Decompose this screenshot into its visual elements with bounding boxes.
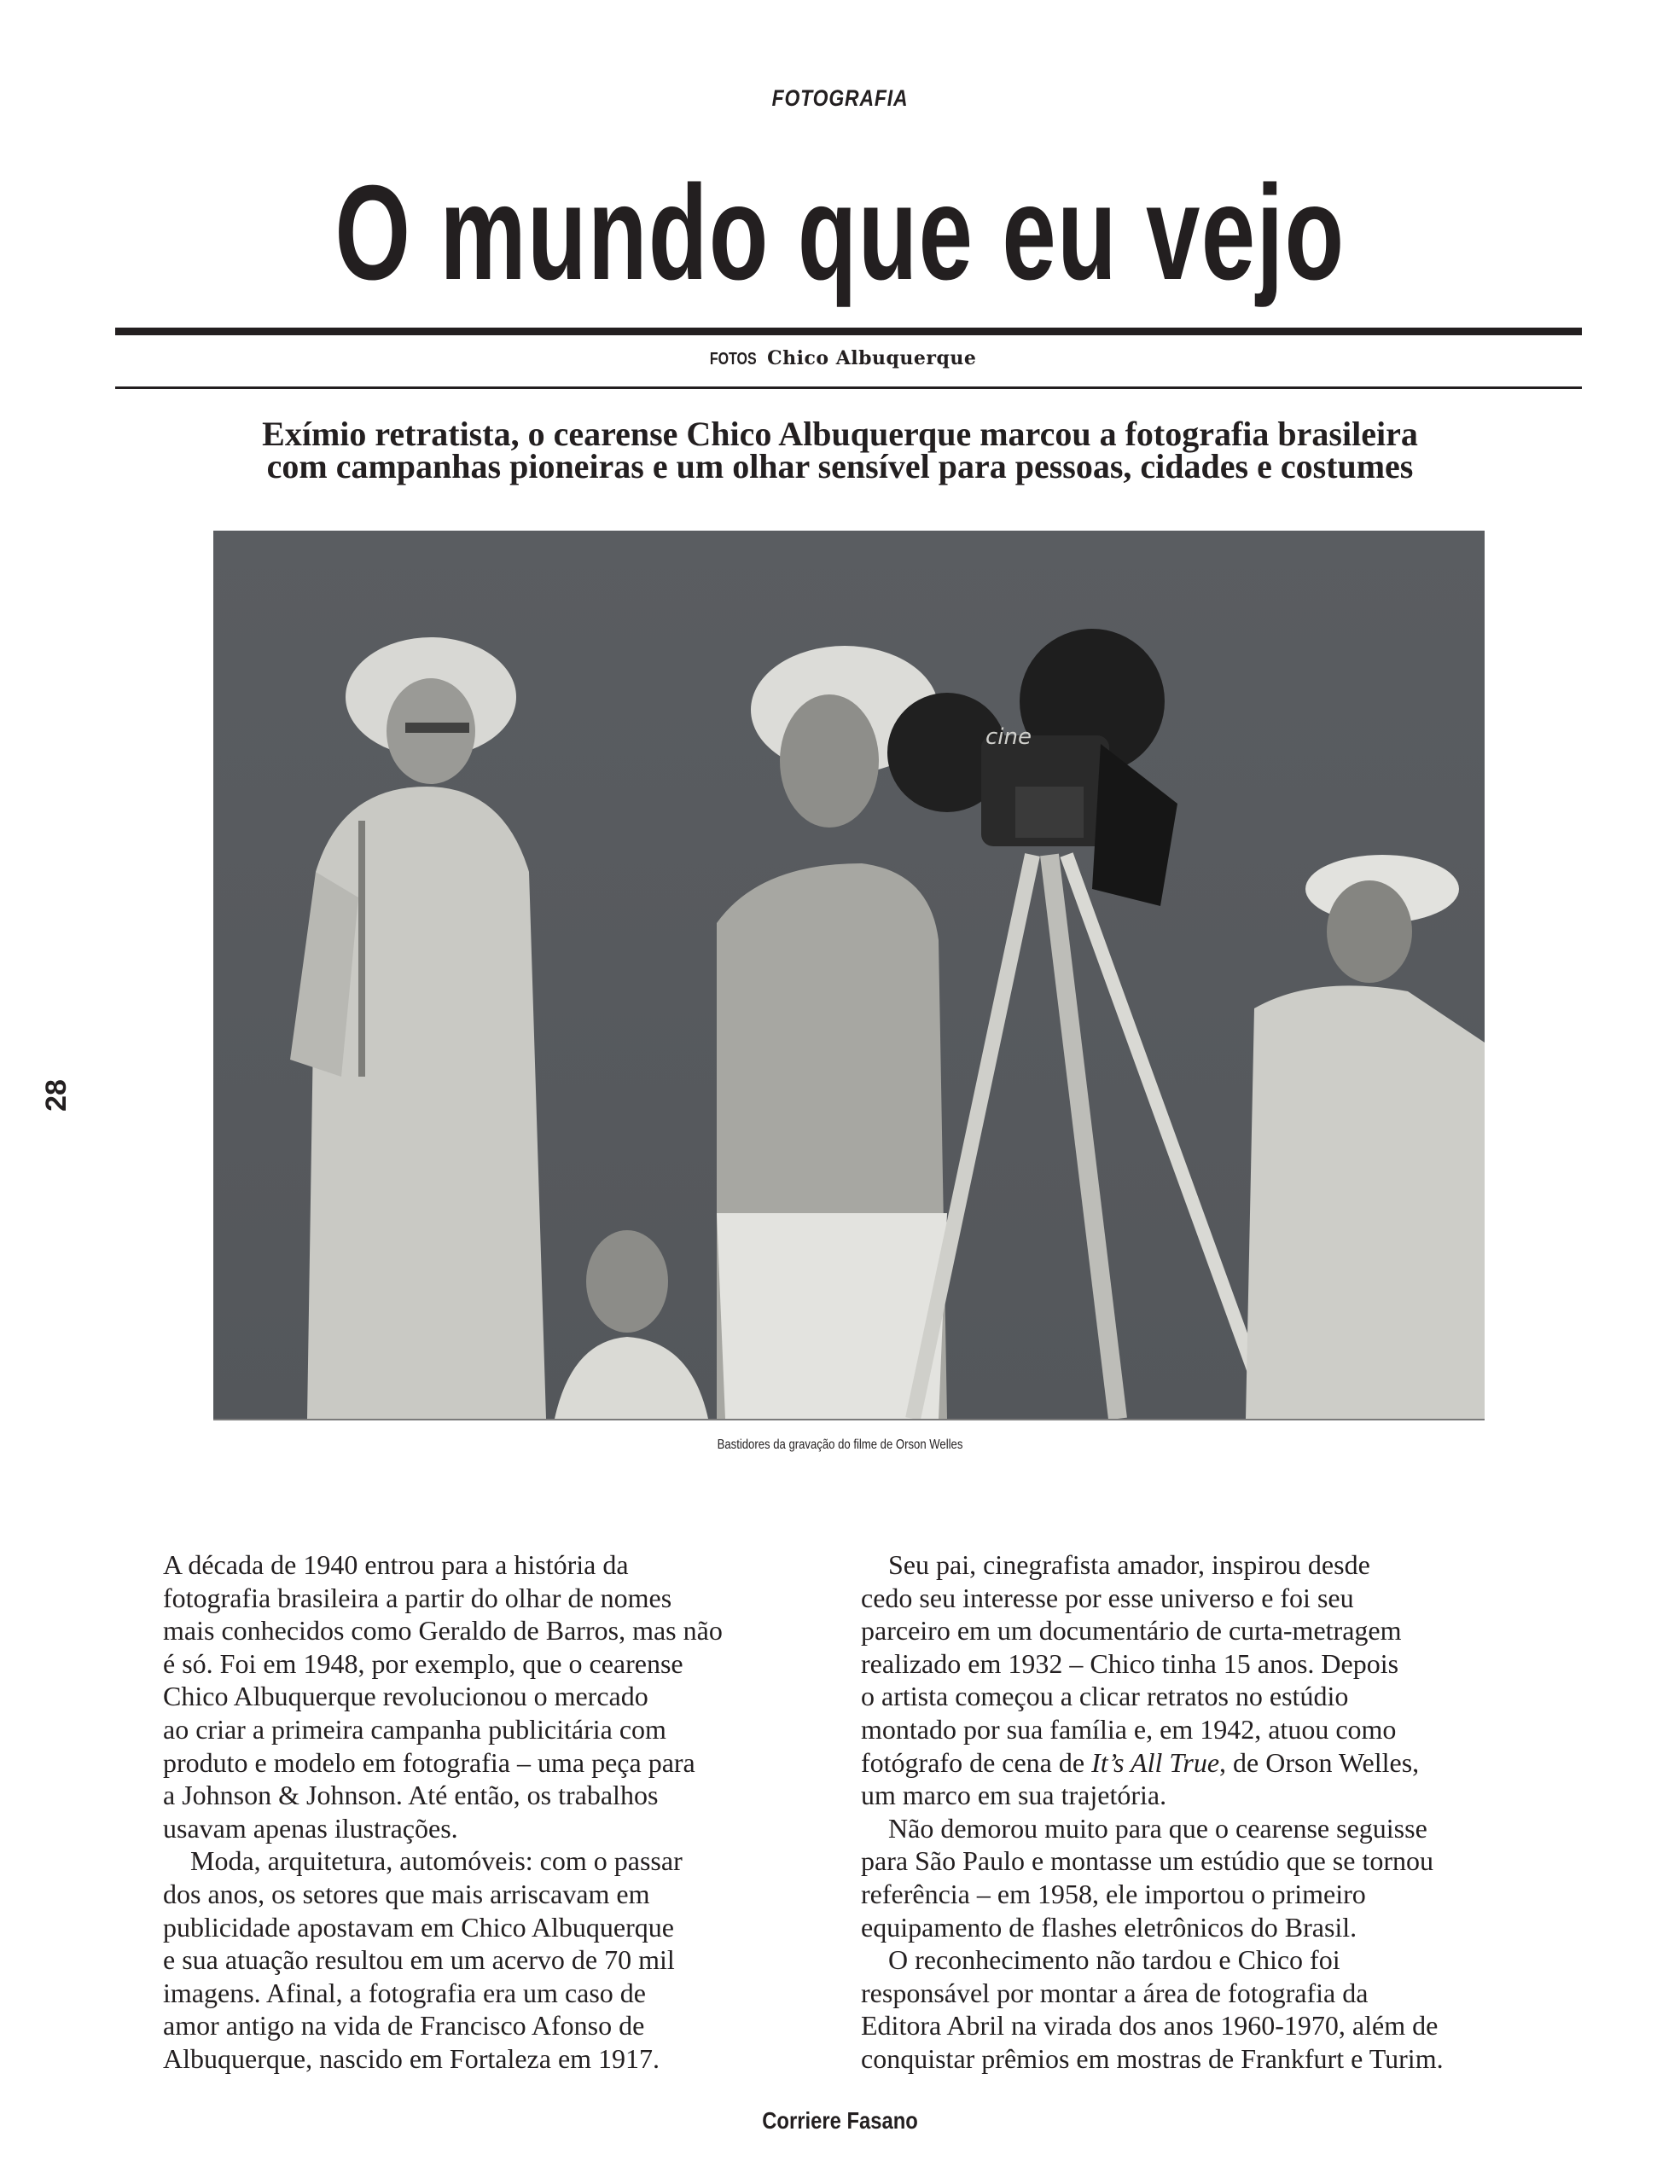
credit-rule-thin — [115, 386, 1582, 389]
body-line: publicidade apostavam em Chico Albuquerque — [163, 1911, 674, 1943]
body-line: dos anos, os setores que mais arriscavam em — [163, 1878, 650, 1909]
body-line: fotografia brasileira a partir do olhar de nomes — [163, 1582, 672, 1613]
body-line: ao criar a primeira campanha publicitária com — [163, 1713, 666, 1745]
body-line: Moda, arquitetura, automóveis: com o passar — [190, 1845, 683, 1877]
body-line: mais conhecidos como Geraldo de Barros, mas não — [163, 1615, 723, 1647]
body-line: imagens. Afinal, a fotografia era um caso de — [163, 1977, 646, 2008]
photo-credit — [0, 345, 1680, 373]
page-title: O mundo que eu vejo — [334, 158, 1346, 308]
body-line: A década de 1940 entrou para a história da — [163, 1549, 629, 1580]
body-line: parceiro em um documentário de curta-metragem — [861, 1615, 1402, 1647]
page-number: 28 — [40, 1079, 73, 1112]
deck-line: com campanhas pioneiras e um olhar sensível para pessoas, cidades e costumes — [266, 447, 1414, 485]
article-column-1 — [163, 1548, 828, 2076]
body-line: equipamento de flashes eletrônicos do Brasil. — [861, 1911, 1357, 1943]
body-line: referência – em 1958, ele importou o primeiro — [861, 1878, 1366, 1909]
body-line: e sua atuação resultou em um acervo de 70 mil — [163, 1944, 675, 1976]
credit-name: Chico Albuquerque — [767, 347, 977, 369]
body-line: conquistar prêmios em mostras de Frankfurt e Turim. — [861, 2042, 1444, 2074]
body-line: Editora Abril na virada dos anos 1960-1970, além de — [861, 2010, 1439, 2042]
body-line: para São Paulo e montasse um estúdio que se tornou — [861, 1845, 1433, 1877]
body-line: um marco em sua trajetória. — [861, 1780, 1167, 1811]
body-line — [861, 1746, 1526, 1780]
body-text: , de Orson Welles, — [1219, 1746, 1420, 1778]
deck-line: Exímio retratista, o cearense Chico Albuquerque marcou a fotografia brasileira — [262, 415, 1418, 453]
hero-photo — [213, 531, 1485, 1420]
body-line: O reconhecimento não tardou e Chico foi — [888, 1944, 1340, 1976]
film-title: It’s All True — [1091, 1746, 1220, 1778]
body-line: Não demorou muito para que o cearense seguisse — [888, 1812, 1427, 1844]
body-line: usavam apenas ilustrações. — [163, 1812, 458, 1844]
body-line: o artista começou a clicar retratos no estúdio — [861, 1681, 1349, 1712]
body-line: produto e modelo em fotografia – uma peça para — [163, 1746, 695, 1778]
body-line: é só. Foi em 1948, por exemplo, que o cearense — [163, 1647, 683, 1679]
body-line: Seu pai, cinegrafista amador, inspirou desde — [888, 1549, 1370, 1580]
body-line: cedo seu interesse por esse universo e foi seu — [861, 1582, 1354, 1613]
section-kicker: FOTOGRAFIA — [771, 85, 909, 111]
publication-footer: Corriere Fasano — [762, 2107, 918, 2134]
article-deck — [0, 415, 1680, 485]
body-line: Albuquerque, nascido em Fortaleza em 1917. — [163, 2042, 660, 2074]
body-line: responsável por montar a área de fotografia da — [861, 1977, 1369, 2008]
body-line: realizado em 1932 – Chico tinha 15 anos. Depois — [861, 1647, 1399, 1679]
body-line: Chico Albuquerque revolucionou o mercado — [163, 1681, 648, 1712]
camera-label: cine — [985, 724, 1032, 750]
body-line: a Johnson & Johnson. Até então, os trabalhos — [163, 1780, 659, 1811]
title-rule-thick — [115, 328, 1582, 335]
article-column-2 — [861, 1548, 1526, 2076]
credit-label: FOTOS — [709, 350, 757, 369]
body-line: amor antigo na vida de Francisco Afonso de — [163, 2010, 645, 2042]
body-text: fotógrafo de cena de — [861, 1746, 1092, 1778]
photo-caption: Bastidores da gravação do filme de Orson Welles — [717, 1438, 963, 1452]
film-crew-photo-illustration — [213, 531, 1485, 1419]
body-line: montado por sua família e, em 1942, atuou como — [861, 1713, 1397, 1745]
